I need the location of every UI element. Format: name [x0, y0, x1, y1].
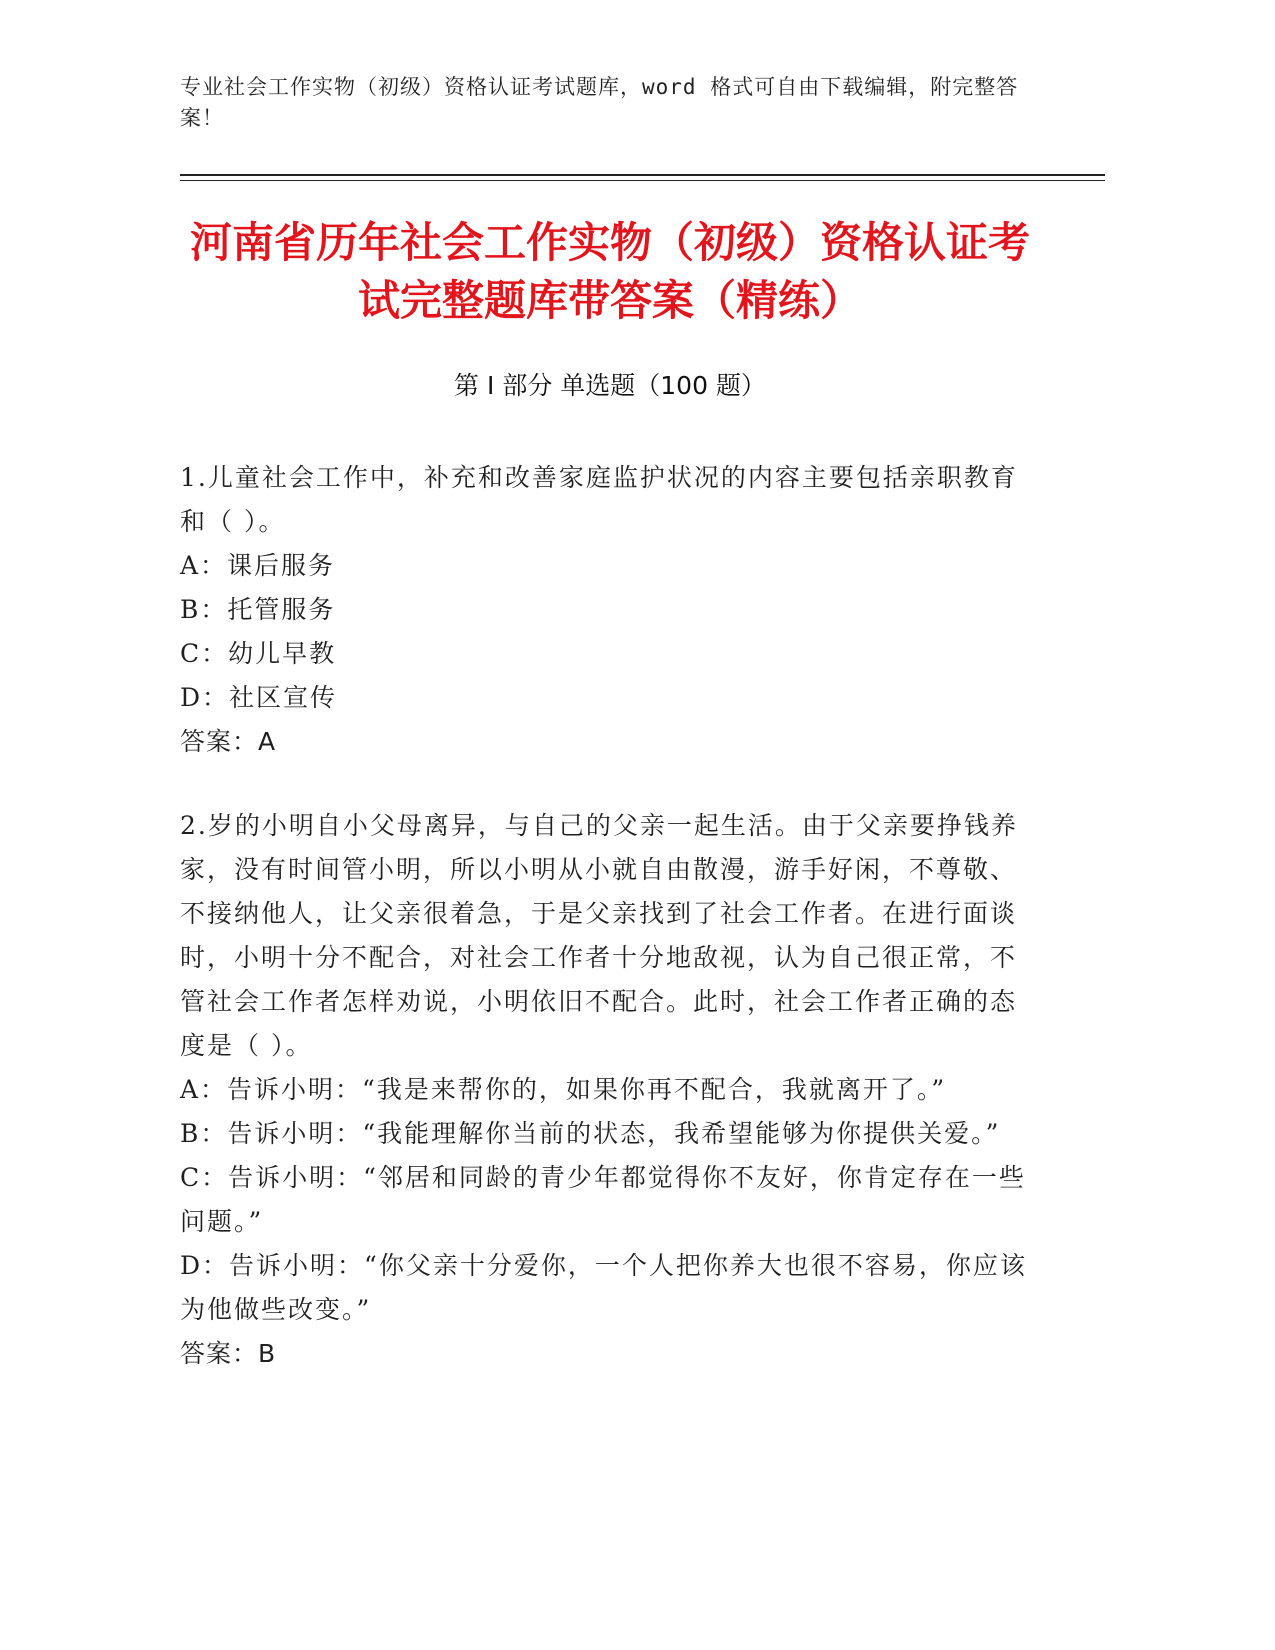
question-1-option-d: D：社区宣传: [180, 683, 338, 712]
question-2-answer: 答案：B: [180, 1339, 277, 1368]
question-2: [180, 804, 1030, 1376]
question-2-option-c: C：告诉小明：“邻居和同龄的青少年都觉得你不友好，你肯定存在一些问题。”: [180, 1163, 1026, 1236]
question-2-option-d: D：告诉小明：“你父亲十分爱你，一个人把你养大也很不容易，你应该为他做些改变。”: [180, 1251, 1027, 1324]
question-2-option-a: A：告诉小明：“我是来帮你的，如果你再不配合，我就离开了。”: [180, 1075, 947, 1104]
question-1-text: 1.儿童社会工作中，补充和改善家庭监护状况的内容主要包括亲职教育和（ ）。: [180, 463, 1018, 536]
question-2-option-b: B：告诉小明：“我能理解你当前的状态，我希望能够为你提供关爱。”: [180, 1119, 1001, 1148]
question-1: [180, 456, 1030, 764]
question-1-option-a: A：课后服务: [180, 551, 336, 580]
question-1-answer: 答案：A: [180, 727, 277, 756]
question-1-option-c: C：幼儿早教: [180, 639, 337, 668]
header-divider-thin: [180, 180, 1105, 181]
header-note: 专业社会工作实物（初级）资格认证考试题库，word 格式可自由下载编辑，附完整答案！: [180, 75, 1019, 130]
question-1-option-b: B：托管服务: [180, 595, 336, 624]
header-divider-thick: [180, 174, 1105, 176]
document-title: 河南省历年社会工作实物（初级）资格认证考试完整题库带答案（精练）: [189, 218, 1030, 325]
section-title: 第 I 部分 单选题（100 题）: [454, 371, 766, 400]
question-2-text: 2.岁的小明自小父母离异，与自己的父亲一起生活。由于父亲要挣钱养家，没有时间管小明，所以小明从小就自由散漫，游手好闲，不尊敬、不接纳他人，让父亲很着急，于是父亲找到了社会工作者。在进行面谈时，小明十分不配合，对社会工作者十分地敌视，认为自己很正常，不管社会工作者怎样劝说，小明依旧不配合。此时，社会工作者正确的态度是（ ）。: [180, 811, 1018, 1060]
